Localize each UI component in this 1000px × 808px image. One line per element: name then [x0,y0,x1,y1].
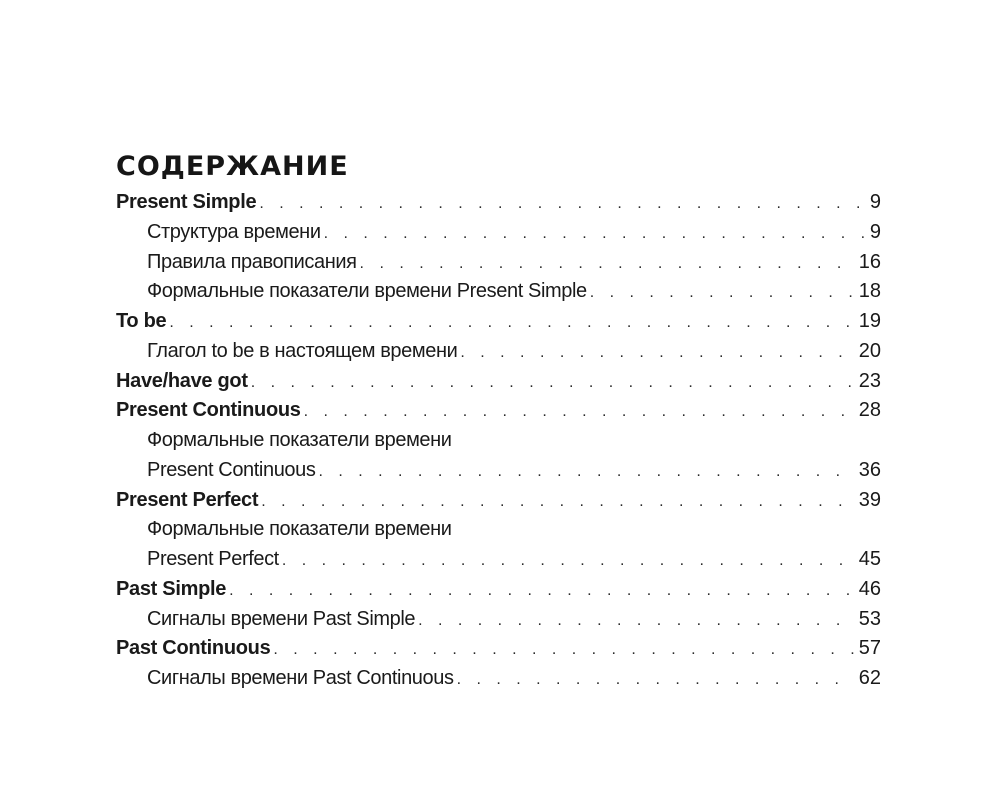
dot-leader [273,635,854,665]
toc-entry-past-continuous[interactable] [116,634,881,664]
toc-page-number: 36 [858,458,881,481]
toc-entry-title: To be [116,310,167,332]
toc-entry-title: Структура времени [147,220,321,243]
toc-entry-title: Сигналы времени Past Simple [147,607,416,630]
toc-page-number: 20 [858,339,881,362]
page-title: СОДЕРЖАНИЕ [116,151,349,182]
toc-entry-to-be[interactable] [116,307,881,337]
toc-entry-present-simple[interactable] [116,188,881,218]
toc-entry-present-perfect[interactable] [116,486,881,516]
dot-leader [282,546,855,576]
toc-page-number: 39 [858,488,881,511]
toc-subentry-signals-past-simple[interactable] [116,605,881,635]
toc-entry-title: Present Perfect [116,488,259,511]
table-of-contents [116,150,881,694]
dot-leader [590,278,855,308]
toc-subentry-structure[interactable] [116,218,881,248]
dot-leader [324,219,866,249]
toc-page-number: 19 [858,310,881,332]
toc-entry-title: Present Simple [116,191,257,213]
dot-leader [169,308,854,338]
dot-leader [318,457,854,487]
toc-subentry-formal-markers-pp-line2[interactable] [116,545,881,575]
toc-entry-title: Past Continuous [116,637,271,660]
toc-page-number: 45 [858,548,881,570]
toc-entry-present-continuous[interactable] [116,396,881,426]
toc-page-number: 53 [858,607,881,630]
toc-entry-title: Глагол to be в настоящем времени [147,339,458,362]
toc-entry-title: Past Simple [116,577,227,600]
dot-leader [460,338,854,368]
dot-leader [261,487,855,517]
toc-subentry-spelling-rules[interactable] [116,248,881,278]
toc-subentry-formal-markers-pc-line2[interactable] [116,456,881,486]
toc-page-number: 57 [858,637,881,660]
toc-subentry-signals-past-continuous[interactable] [116,664,881,694]
toc-entry-title: Формальные показатели времени [147,429,452,451]
toc-list [116,188,881,694]
toc-entry-title: Правила правописания [147,250,357,273]
toc-subentry-formal-markers-ps[interactable] [116,277,881,307]
dot-leader [304,397,855,427]
toc-entry-title: Present Continuous [116,399,301,422]
dot-leader [457,665,855,695]
dot-leader [229,576,855,606]
toc-entry-title: Сигналы времени Past Continuous [147,667,454,689]
toc-page-number: 23 [858,369,881,392]
dot-leader [251,368,855,398]
toc-page-number: 16 [858,250,881,273]
toc-entry-title: Формальные показатели времени [147,518,452,541]
dot-leader [418,606,855,636]
toc-page-number: 18 [858,280,881,303]
toc-entry-past-simple[interactable] [116,575,881,605]
toc-page-number: 28 [858,399,881,422]
toc-page-number: 9 [869,220,881,243]
toc-entry-title: Present Perfect [147,548,279,570]
toc-subentry-formal-markers-pp-line1[interactable] [116,515,881,545]
toc-page-number: 62 [858,667,881,689]
toc-subentry-formal-markers-pc-line1[interactable] [116,426,881,456]
dot-leader [259,189,866,219]
toc-entry-title: Формальные показатели времени Present Simple [147,280,587,303]
dot-leader [360,249,855,279]
toc-entry-title: Have/have got [116,369,248,392]
toc-entry-title: Present Continuous [147,458,316,481]
toc-page-number: 9 [869,191,881,213]
toc-subentry-to-be-present[interactable] [116,337,881,367]
toc-page-number: 46 [858,577,881,600]
toc-entry-have-got[interactable] [116,367,881,397]
